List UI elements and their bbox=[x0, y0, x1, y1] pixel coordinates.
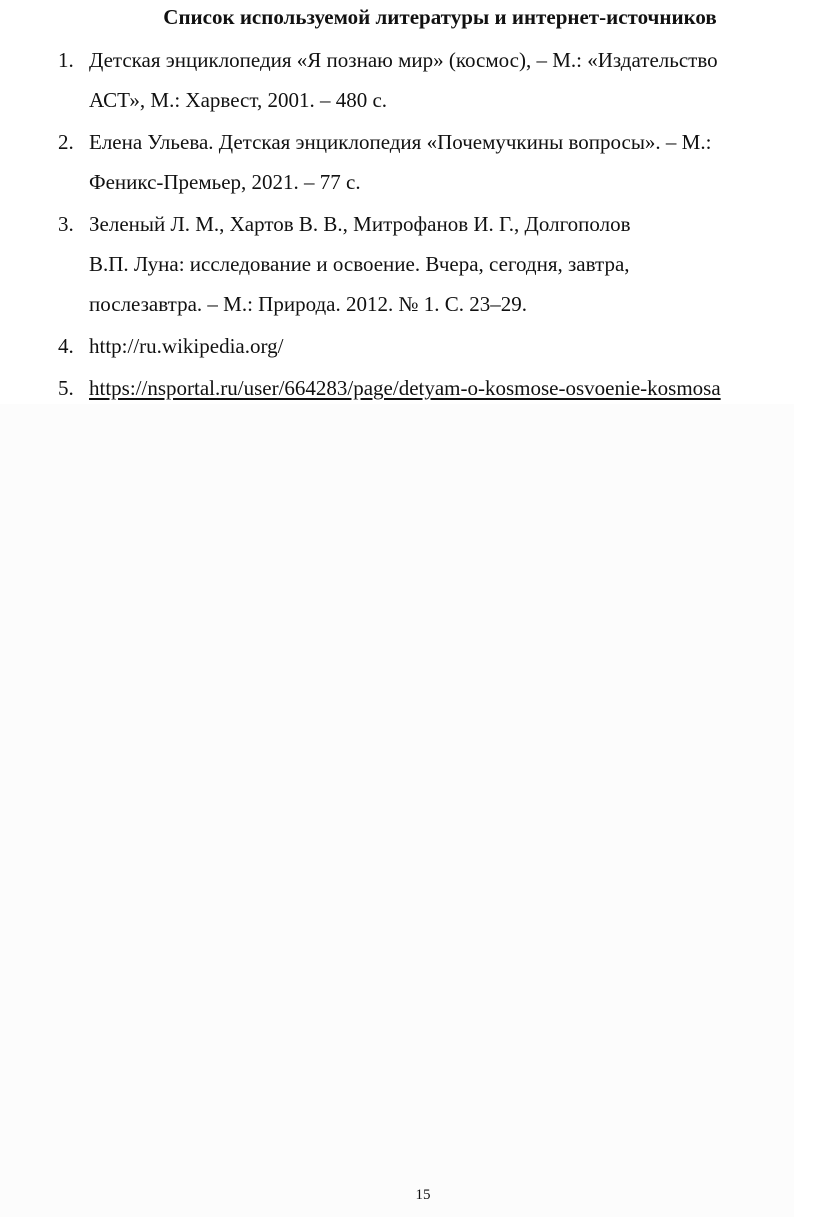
reference-item-5 bbox=[0, 368, 816, 408]
reference-text-line: АСТ», М.: Харвест, 2001. – 480 с. bbox=[89, 88, 388, 112]
reference-link-line bbox=[89, 368, 816, 408]
reference-text-line: В.П. Луна: исследование и освоение. Вчера, сегодня, завтра, bbox=[89, 252, 630, 276]
reference-number: 2. bbox=[58, 130, 74, 154]
reference-text-line: послезавтра. – М.: Природа. 2012. № 1. С. 23–29. bbox=[89, 292, 528, 316]
page-title: Список используемой литературы и интернет-источников bbox=[163, 5, 717, 29]
reference-item-4 bbox=[0, 326, 816, 366]
reference-text-line: Зеленый Л. М., Хартов В. В., Митрофанов И. Г., Долгополов bbox=[89, 212, 631, 236]
reference-text-line: Феникс-Премьер, 2021. – 77 с. bbox=[89, 170, 361, 194]
reference-number: 5. bbox=[58, 376, 74, 400]
reference-text-line: Елена Ульева. Детская энциклопедия «Почемучкины вопросы». – М.: bbox=[89, 130, 712, 154]
reference-number: 3. bbox=[58, 212, 74, 236]
reference-item-3 bbox=[0, 204, 816, 324]
reference-number: 4. bbox=[58, 334, 74, 358]
reference-item-2 bbox=[0, 122, 816, 202]
reference-text-line: Детская энциклопедия «Я познаю мир» (космос), – М.: «Издательство bbox=[89, 48, 718, 72]
reference-link-line bbox=[89, 326, 816, 366]
reference-item-1 bbox=[0, 40, 816, 120]
reference-list bbox=[0, 40, 816, 410]
wikipedia-link[interactable]: http://ru.wikipedia.org/ bbox=[89, 334, 284, 358]
page-number: 15 bbox=[415, 1187, 431, 1203]
nsportal-link[interactable]: https://nsportal.ru/user/664283/page/detyam-o-kosmose-osvoenie-kosmosa bbox=[89, 376, 721, 400]
page-lower-area bbox=[0, 404, 794, 1217]
reference-number: 1. bbox=[58, 48, 74, 72]
